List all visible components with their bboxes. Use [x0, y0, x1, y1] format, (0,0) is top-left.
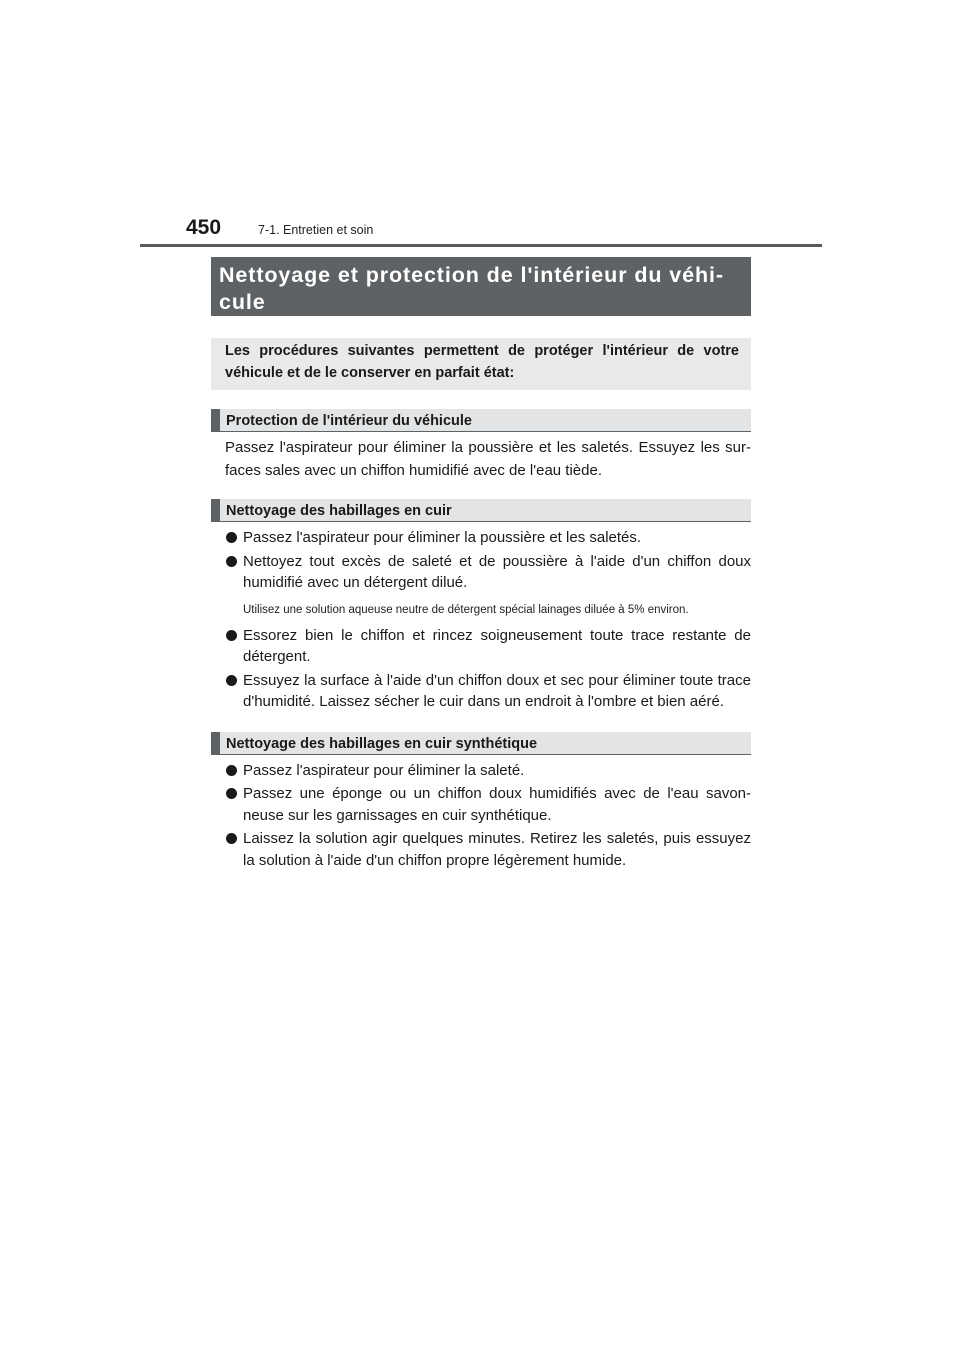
list-item — [211, 527, 751, 549]
section-heading-cuir: Nettoyage des habillages en cuir — [211, 499, 751, 522]
bullet-list-cuir — [211, 527, 751, 594]
list-item-text: Passez une éponge ou un chiffon doux humidifiés avec de l'eau savon-neuse sur les garnissages en cuir synthétique. — [243, 785, 751, 824]
header-divider — [140, 244, 822, 247]
section-paragraph-protection: Passez l'aspirateur pour éliminer la poussière et les saletés. Essuyez les sur-faces sales avec un chiffon humidifié avec de l'eau tiède. — [225, 439, 751, 479]
list-item — [211, 828, 751, 871]
list-item-text: Passez l'aspirateur pour éliminer la saleté. — [243, 761, 525, 779]
list-item — [211, 551, 751, 594]
bullet-icon — [226, 788, 237, 799]
bullet-icon — [226, 765, 237, 776]
list-item-text: Nettoyez tout excès de saleté et de poussière à l'aide d'un chiffon doux humidifié avec un détergent dilué. — [243, 552, 751, 591]
list-item-text: Essuyez la surface à l'aide d'un chiffon doux et sec pour éliminer toute trace d'humidité. Laissez sécher le cuir dans un endroit à l'ombre et bien aéré. — [243, 671, 751, 710]
list-item — [211, 670, 751, 713]
list-item — [211, 625, 751, 668]
list-item-text: Laissez la solution agir quelques minutes. Retirez les saletés, puis essuyez la solution à l'aide d'un chiffon propre légèrement humide. — [243, 830, 751, 869]
bullet-list-cuir-cont — [211, 625, 751, 713]
page-title: Nettoyage et protection de l'intérieur du véhi-cule — [211, 257, 751, 316]
note-text: Utilisez une solution aqueuse neutre de détergent spécial lainages diluée à 5% environ. — [243, 603, 689, 616]
page-header — [140, 214, 822, 246]
bullet-list-synthetique — [211, 760, 751, 872]
bullet-icon — [226, 556, 237, 567]
section-reference: 7-1. Entretien et soin — [258, 223, 374, 237]
list-item-text: Essorez bien le chiffon et rincez soigneusement toute trace restante de détergent. — [243, 626, 751, 665]
intro-box: Les procédures suivantes permettent de protéger l'intérieur de votre véhicule et de le conserver en parfait état: — [211, 338, 751, 390]
section-heading-protection: Protection de l'intérieur du véhicule — [211, 409, 751, 432]
bullet-icon — [226, 630, 237, 641]
list-item — [211, 760, 751, 782]
bullet-icon — [226, 532, 237, 543]
list-item-text: Passez l'aspirateur pour éliminer la poussière et les saletés. — [243, 529, 642, 546]
bullet-icon — [226, 675, 237, 686]
bullet-icon — [226, 833, 237, 844]
list-item — [211, 783, 751, 826]
section-heading-cuir-synthetique: Nettoyage des habillages en cuir synthétique — [211, 732, 751, 755]
page-number: 450 — [186, 216, 222, 239]
page-content — [211, 257, 751, 871]
